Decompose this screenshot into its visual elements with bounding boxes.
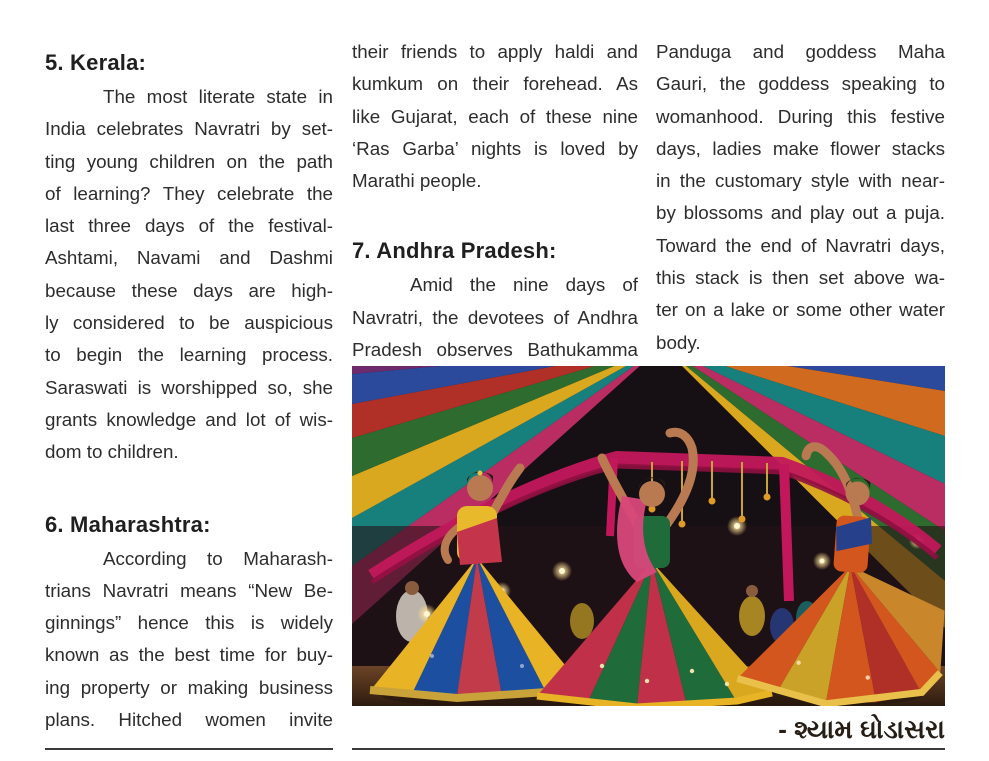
garba-dance-illustration [352, 366, 945, 706]
text-line: According to Maharash- [103, 547, 333, 569]
text-line: in the customary style with near- [656, 170, 945, 192]
text-line: ‘Ras Garba’ nights is loved by [352, 137, 638, 159]
garba-dance-photo [352, 366, 945, 706]
text-line: ting young children on the path [45, 150, 333, 172]
heading-kerala: 5. Kerala: [45, 50, 147, 75]
text-line: last three days of the festival- [45, 215, 333, 237]
text-line: by blossoms and play out a puja. [656, 202, 945, 224]
text-line: womanhood. During this festive [656, 105, 945, 127]
column-middle [352, 36, 638, 366]
heading-maharashtra: 6. Maharashtra: [45, 511, 211, 537]
text-line: Panduga and goddess Maha [656, 41, 945, 62]
text-line: Navratri, the devotees of Andhra [352, 306, 638, 328]
text-line: ginnings” hence this is widely [45, 612, 333, 634]
text-line: trians Navratri means “New Be- [45, 579, 333, 601]
paragraph-maharashtra [45, 543, 333, 737]
text-line: known as the best time for buy- [45, 644, 333, 666]
text-line: ly considered to be auspicious [45, 312, 333, 334]
text-line: Pradesh observes Bathukamma [352, 339, 638, 361]
paragraph-kerala [45, 81, 333, 469]
text-line: to begin the learning process. [45, 344, 333, 366]
text-line: Toward the end of Navratri days, [656, 234, 945, 256]
text-line: this stack is then set above wa- [656, 267, 945, 289]
text-line: Saraswati is worshipped so, she [45, 376, 333, 398]
text-line: of learning? They celebrate the [45, 182, 333, 204]
text-line: Ashtami, Navami and Dashmi [45, 247, 333, 269]
heading-andhra-pradesh: 7. Andhra Pradesh: [352, 238, 557, 264]
column-left [45, 45, 333, 736]
text-line: like Gujarat, each of these nine [352, 105, 638, 127]
author-signature: - શ્યામ ઘોડાસરા [778, 714, 945, 744]
text-line: because these days are high- [45, 279, 333, 301]
text-line: ing property or making business [45, 676, 333, 698]
text-line: grants knowledge and lot of wis- [45, 408, 333, 430]
text-line: their friends to apply haldi and [352, 41, 638, 62]
paragraph-andhra-pradesh [352, 269, 638, 366]
text-line: The most literate state in [103, 86, 333, 107]
text-line: India celebrates Navratri by set- [45, 118, 333, 140]
column-right [656, 36, 945, 359]
footer-rule-right [352, 748, 945, 750]
text-line: dom to children. [45, 441, 179, 463]
text-line: body. [656, 331, 701, 353]
text-line: days, ladies make flower stacks [656, 137, 945, 159]
paragraph-maharashtra-continued [352, 36, 638, 197]
text-line: kumkum on their forehead. As [352, 73, 638, 95]
text-line: plans. Hitched women invite [45, 709, 333, 731]
text-line: ter on a lake or some other water [656, 299, 945, 321]
text-line: Gauri, the goddess speaking to [656, 73, 945, 95]
footer-rule-left [45, 748, 333, 750]
text-line: Amid the nine days of [410, 274, 638, 296]
paragraph-andhra-continued [656, 36, 945, 359]
text-line: Marathi people. [352, 170, 482, 192]
